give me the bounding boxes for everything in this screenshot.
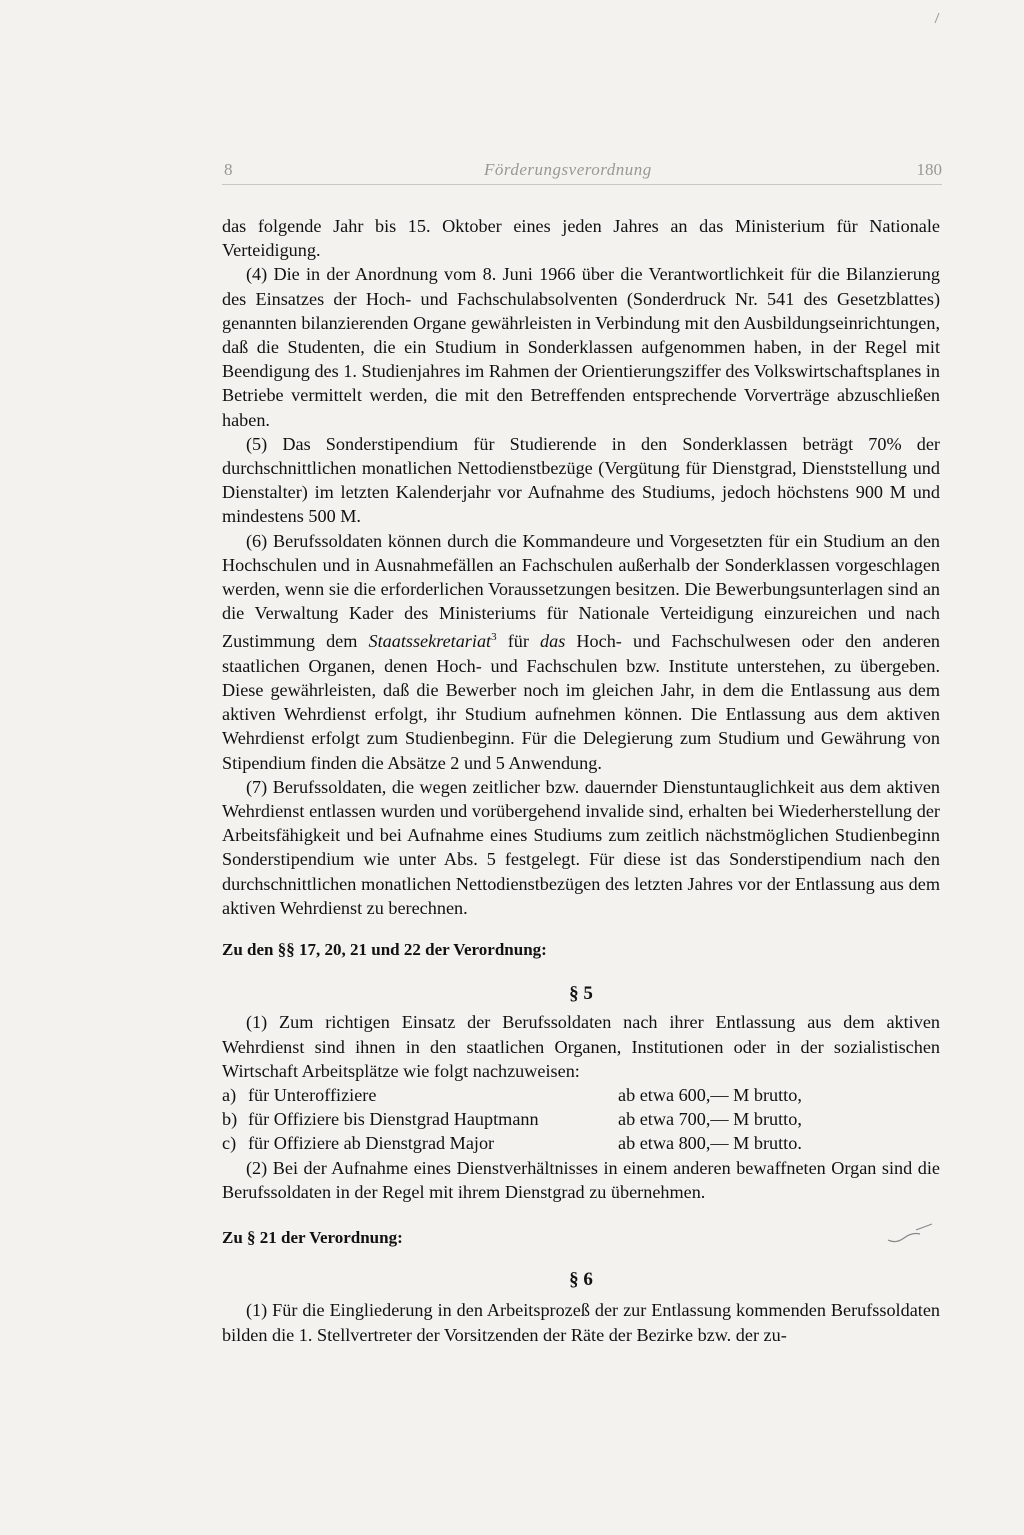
allowance-list [222, 1083, 940, 1156]
section-heading-1: Zu den §§ 17, 20, 21 und 22 der Verordnung: [222, 939, 547, 959]
section-6-title: § 6 [569, 1269, 593, 1291]
section-6-paragraph-1: (1) Für die Eingliederung in den Arbeitsprozeß der zur Entlassung kommenden Berufssoldaten bilden die 1. Stellvertreter der Vorsitzenden der Räte der Bezirke bzw. der zu- [222, 1300, 940, 1345]
list-item-label: b) [222, 1109, 238, 1130]
paragraph-4: (4) Die in der Anordnung vom 8. Juni 1966 über die Verantwortlichkeit für die Bilanzierung des Einsatzes der Hoch- und Fachschulabsolventen (Sonderdruck Nr. 541 des Gesetzblattes) genannten bilanzierenden Organe gewährleisten in Verbindung mit den Ausbildungseinrichtungen, daß die Studenten, die ein Studium in Sonderklassen aufgenommen haben, in der Regel mit Beendigung des 1. Studienjahres im Rahmen der Orientierungsziffer des Volkswirtschaftsplanes in Betriebe vermittelt werden, die mit den Betreffenden entsprechende Vorverträge abzuschließen haben. [222, 264, 940, 430]
list-item-text: für Offiziere ab Dienstgrad Major [248, 1133, 495, 1154]
section-5-paragraph-1: (1) Zum richtigen Einsatz der Berufssoldaten nach ihrer Entlassung aus dem aktiven Wehrdienst sind ihnen in den staatlichen Organen, Institutionen oder in der sozialistischen Wirtschaft Arbeitsplätze wie folgt nachzuweisen: [222, 1012, 940, 1081]
list-item [222, 1107, 940, 1131]
list-item [222, 1131, 940, 1155]
header-title: Förderungsverordnung [484, 160, 652, 179]
list-item-label: c) [222, 1133, 237, 1154]
pencil-mark [886, 1222, 936, 1246]
p6-emphasis-das: das [540, 631, 566, 652]
paragraph-7: (7) Berufssoldaten, die wegen zeitlicher bzw. dauernder Dienstuntauglichkeit aus dem aktiven Wehrdienst entlassen wurden und vorübergehend invalide sind, erhalten bei Wiederherstellung der Arbeitsfähigkeit und bei Aufnahme eines Studiums zum zeitlich nächstmöglichen Studienbeginn Sonderstipendium wie unter Abs. 5 festgelegt. Für diese ist das Sonderstipendium nach den durchschnittlichen monatlichen Nettodienstbezügen des letzten Jahres vor der Entlassung aus dem aktiven Wehrdienst zu berechnen. [222, 776, 940, 918]
body-text [222, 214, 940, 1347]
list-item [222, 1083, 940, 1107]
section-5-title: § 5 [569, 983, 593, 1005]
p6-emphasis-staatssekretariat: Staatssekretariat [368, 631, 492, 652]
p6-part-a: (6) Berufssoldaten können durch die Kommandeure und Vorgesetzten für ein Studium an den Hochschulen und in Ausnahmefällen an Fachschulen außerhalb der Sonderklassen vorgeschlagen werden, wenn sie die erforderlichen Voraussetzungen besitzen. Die Bewerbungsunterlagen sind an die Verwaltung Kader des Ministeriums für Nationale Verteidigung einzureichen und nach Zustimmung dem [222, 530, 940, 652]
section-5-paragraph-2: (2) Bei der Aufnahme eines Dienstverhältnisses in einem anderen bewaffneten Organ sind die Berufssoldaten in der Regel mit ihrem Dienstgrad zu übernehmen. [222, 1157, 940, 1202]
page-number: 180 [916, 160, 942, 179]
footnote-ref: 3 [491, 631, 497, 644]
running-head [222, 160, 942, 185]
p6-part-b: für [507, 631, 529, 652]
paragraph-continuation: das folgende Jahr bis 15. Oktober eines jeden Jahres an das Ministerium für Nationale Verteidigung. [222, 216, 940, 261]
list-item-text: für Unteroffiziere [248, 1084, 377, 1105]
section-heading-2: Zu § 21 der Verordnung: [222, 1227, 403, 1247]
p6-part-c: Hoch- und Fachschulwesen oder den anderen staatlichen Organen, denen Hoch- und Fachschulen bzw. Institute unterstehen, zu übergeben. Diese gewährleisten, daß die Bewerber noch im gleichen Jahr, in dem die Entlassung aus dem aktiven Wehrdienst erfolgt, ihr Studium aufnehmen können. Die Entlassung aus dem aktiven Wehrdienst erfolgt zum Studienbeginn. Für die Delegierung zum Studium und Gewährung von Stipendium finden die Absätze 2 und 5 Anwendung. [222, 631, 941, 773]
list-item-amount: ab etwa 700,— M brutto, [618, 1109, 802, 1130]
list-item-amount: ab etwa 800,— M brutto. [618, 1133, 802, 1154]
header-left-number: 8 [224, 160, 233, 179]
list-item-amount: ab etwa 600,— M brutto, [618, 1084, 802, 1105]
list-item-text: für Offiziere bis Dienstgrad Hauptmann [248, 1109, 539, 1130]
scan-mark [934, 12, 940, 24]
paragraph-6 [222, 529, 940, 775]
list-item-label: a) [222, 1084, 237, 1105]
paragraph-5: (5) Das Sonderstipendium für Studierende in den Sonderklassen beträgt 70% der durchschnittlichen monatlichen Nettodienstbezüge (Vergütung für Dienstgrad, Dienststellung und Dienstalter) im letzten Kalenderjahr vor Aufnahme des Studiums, jedoch höchstens 900 M und mindestens 500 M. [222, 433, 940, 527]
